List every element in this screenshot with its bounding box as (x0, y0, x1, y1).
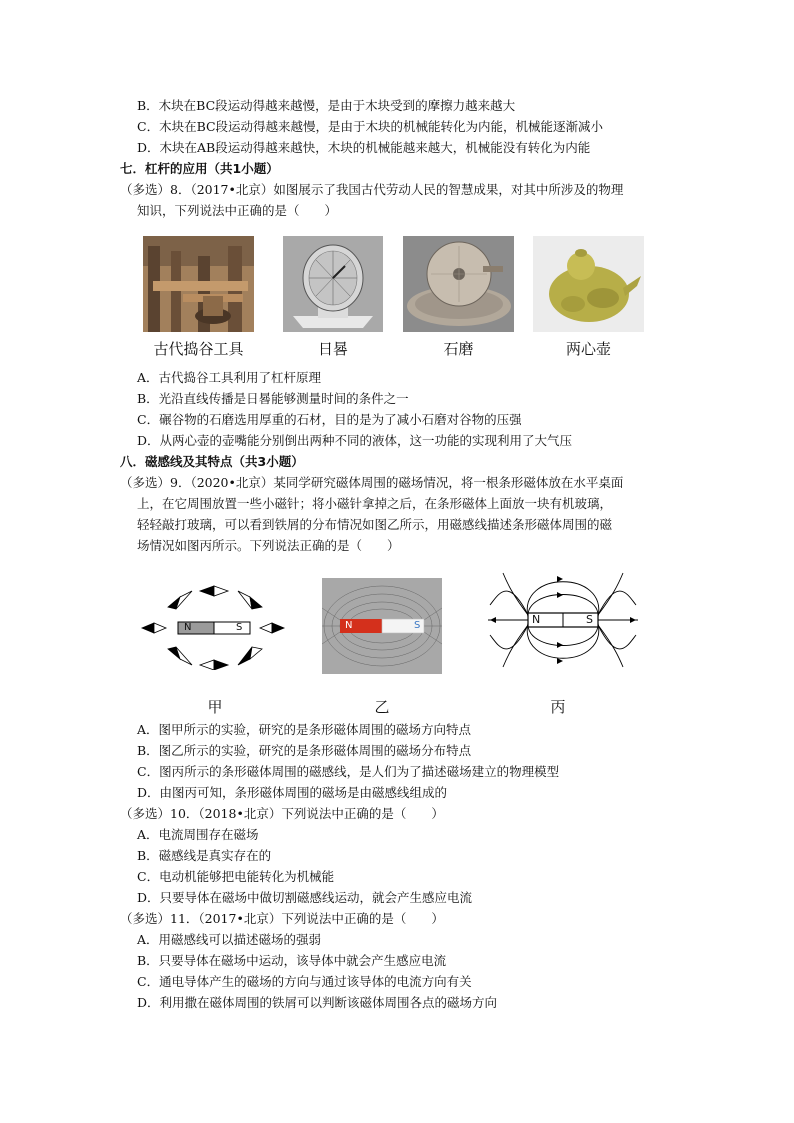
q10-option-c: C．电动机能够把电能转化为机械能 (137, 869, 335, 884)
figure-yi-s-label: S (414, 620, 421, 631)
q9-stem-line4: 场情况如图丙所示。下列说法正确的是（ ） (137, 538, 400, 553)
q11-option-b: B．只要导体在磁场中运动，该导体中就会产生感应电流 (137, 953, 447, 968)
sundial-caption: 日晷 (317, 340, 348, 358)
figure-bing-field-lines (488, 565, 638, 675)
q9-option-d: D．由图丙可知，条形磁体周围的磁场是由磁感线组成的 (137, 785, 448, 800)
q11-option-c: C．通电导体产生的磁场的方向与通过该导体的电流方向有关 (137, 974, 472, 989)
q9-stem-line3: 轻轻敲打玻璃，可以看到铁屑的分布情况如图乙所示，用磁感线描述条形磁体周围的磁 (137, 517, 613, 532)
q11-stem: （多选）11．（2017•北京）下列说法中正确的是（ ） (120, 911, 444, 926)
figure-jia-s-label: S (236, 622, 243, 633)
q9-stem-line2: 上，在它周围放置一些小磁针；将小磁针拿掉之后，在条形磁体上面放一块有机玻璃， (137, 496, 613, 511)
q8-option-b: B．光沿直线传播是日晷能够测量时间的条件之一 (137, 391, 409, 406)
q8-stem-line1: （多选）8．（2017•北京）如图展示了我国古代劳动人民的智慧成果，对其中所涉及的物理 (120, 182, 624, 197)
figure-yi-iron-filings-photo (322, 578, 442, 674)
figure-bing-s-label: S (586, 613, 593, 626)
figure-jia-compasses (140, 585, 290, 670)
q8-option-a: A．古代捣谷工具利用了杠杆原理 (137, 370, 322, 385)
q7-option-c: C．木块在BC段运动得越来越慢，是由于木块的机械能转化为内能，机械能逐渐减小 (137, 119, 604, 134)
section-7-title: 七．杠杆的应用（共1小题） (120, 161, 279, 176)
q8-stem-line2: 知识，下列说法中正确的是（ ） (137, 203, 338, 218)
figure-yi-n-label: N (345, 620, 353, 631)
pestle-tool-photo (143, 236, 254, 332)
q10-option-d: D．只要导体在磁场中做切割磁感线运动，就会产生感应电流 (137, 890, 473, 905)
q8-option-d: D．从两心壶的壶嘴能分别倒出两种不同的液体，这一功能的实现利用了大气压 (137, 433, 573, 448)
pestle-tool-caption: 古代捣谷工具 (153, 340, 244, 358)
q11-option-d: D．利用撒在磁体周围的铁屑可以判断该磁体周围各点的磁场方向 (137, 995, 498, 1010)
teapot-caption: 两心壶 (565, 340, 611, 358)
figure-bing-caption: 丙 (550, 698, 566, 716)
figure-jia-caption: 甲 (207, 698, 223, 716)
millstone-photo (403, 236, 514, 332)
figure-bing-n-label: N (532, 613, 541, 626)
q9-option-c: C．图丙所示的条形磁体周围的磁感线，是人们为了描述磁场建立的物理模型 (137, 764, 560, 779)
q10-option-b: B．磁感线是真实存在的 (137, 848, 272, 863)
q9-option-b: B．图乙所示的实验，研究的是条形磁体周围的磁场分布特点 (137, 743, 472, 758)
section-8-title: 八．磁感线及其特点（共3小题） (120, 454, 304, 469)
q10-option-a: A．电流周围存在磁场 (137, 827, 259, 842)
figure-yi-caption: 乙 (374, 698, 390, 716)
sundial-photo (283, 236, 383, 332)
q9-option-a: A．图甲所示的实验，研究的是条形磁体周围的磁场方向特点 (137, 722, 472, 737)
q7-option-d: D．木块在AB段运动得越来越快，木块的机械能越来越大，机械能没有转化为内能 (137, 140, 591, 155)
millstone-caption: 石磨 (443, 340, 474, 358)
q9-stem-line1: （多选）9．（2020•北京）某同学研究磁体周围的磁场情况，将一根条形磁体放在水平桌面 (120, 475, 624, 490)
q8-option-c: C．碾谷物的石磨选用厚重的石材，目的是为了减小石磨对谷物的压强 (137, 412, 522, 427)
q7-option-b: B．木块在BC段运动得越来越慢，是由于木块受到的摩擦力越来越大 (137, 98, 516, 113)
q11-option-a: A．用磁感线可以描述磁场的强弱 (137, 932, 322, 947)
q10-stem: （多选）10．（2018•北京）下列说法中正确的是（ ） (120, 806, 444, 821)
teapot-photo (533, 236, 644, 332)
figure-jia-n-label: N (184, 622, 192, 633)
